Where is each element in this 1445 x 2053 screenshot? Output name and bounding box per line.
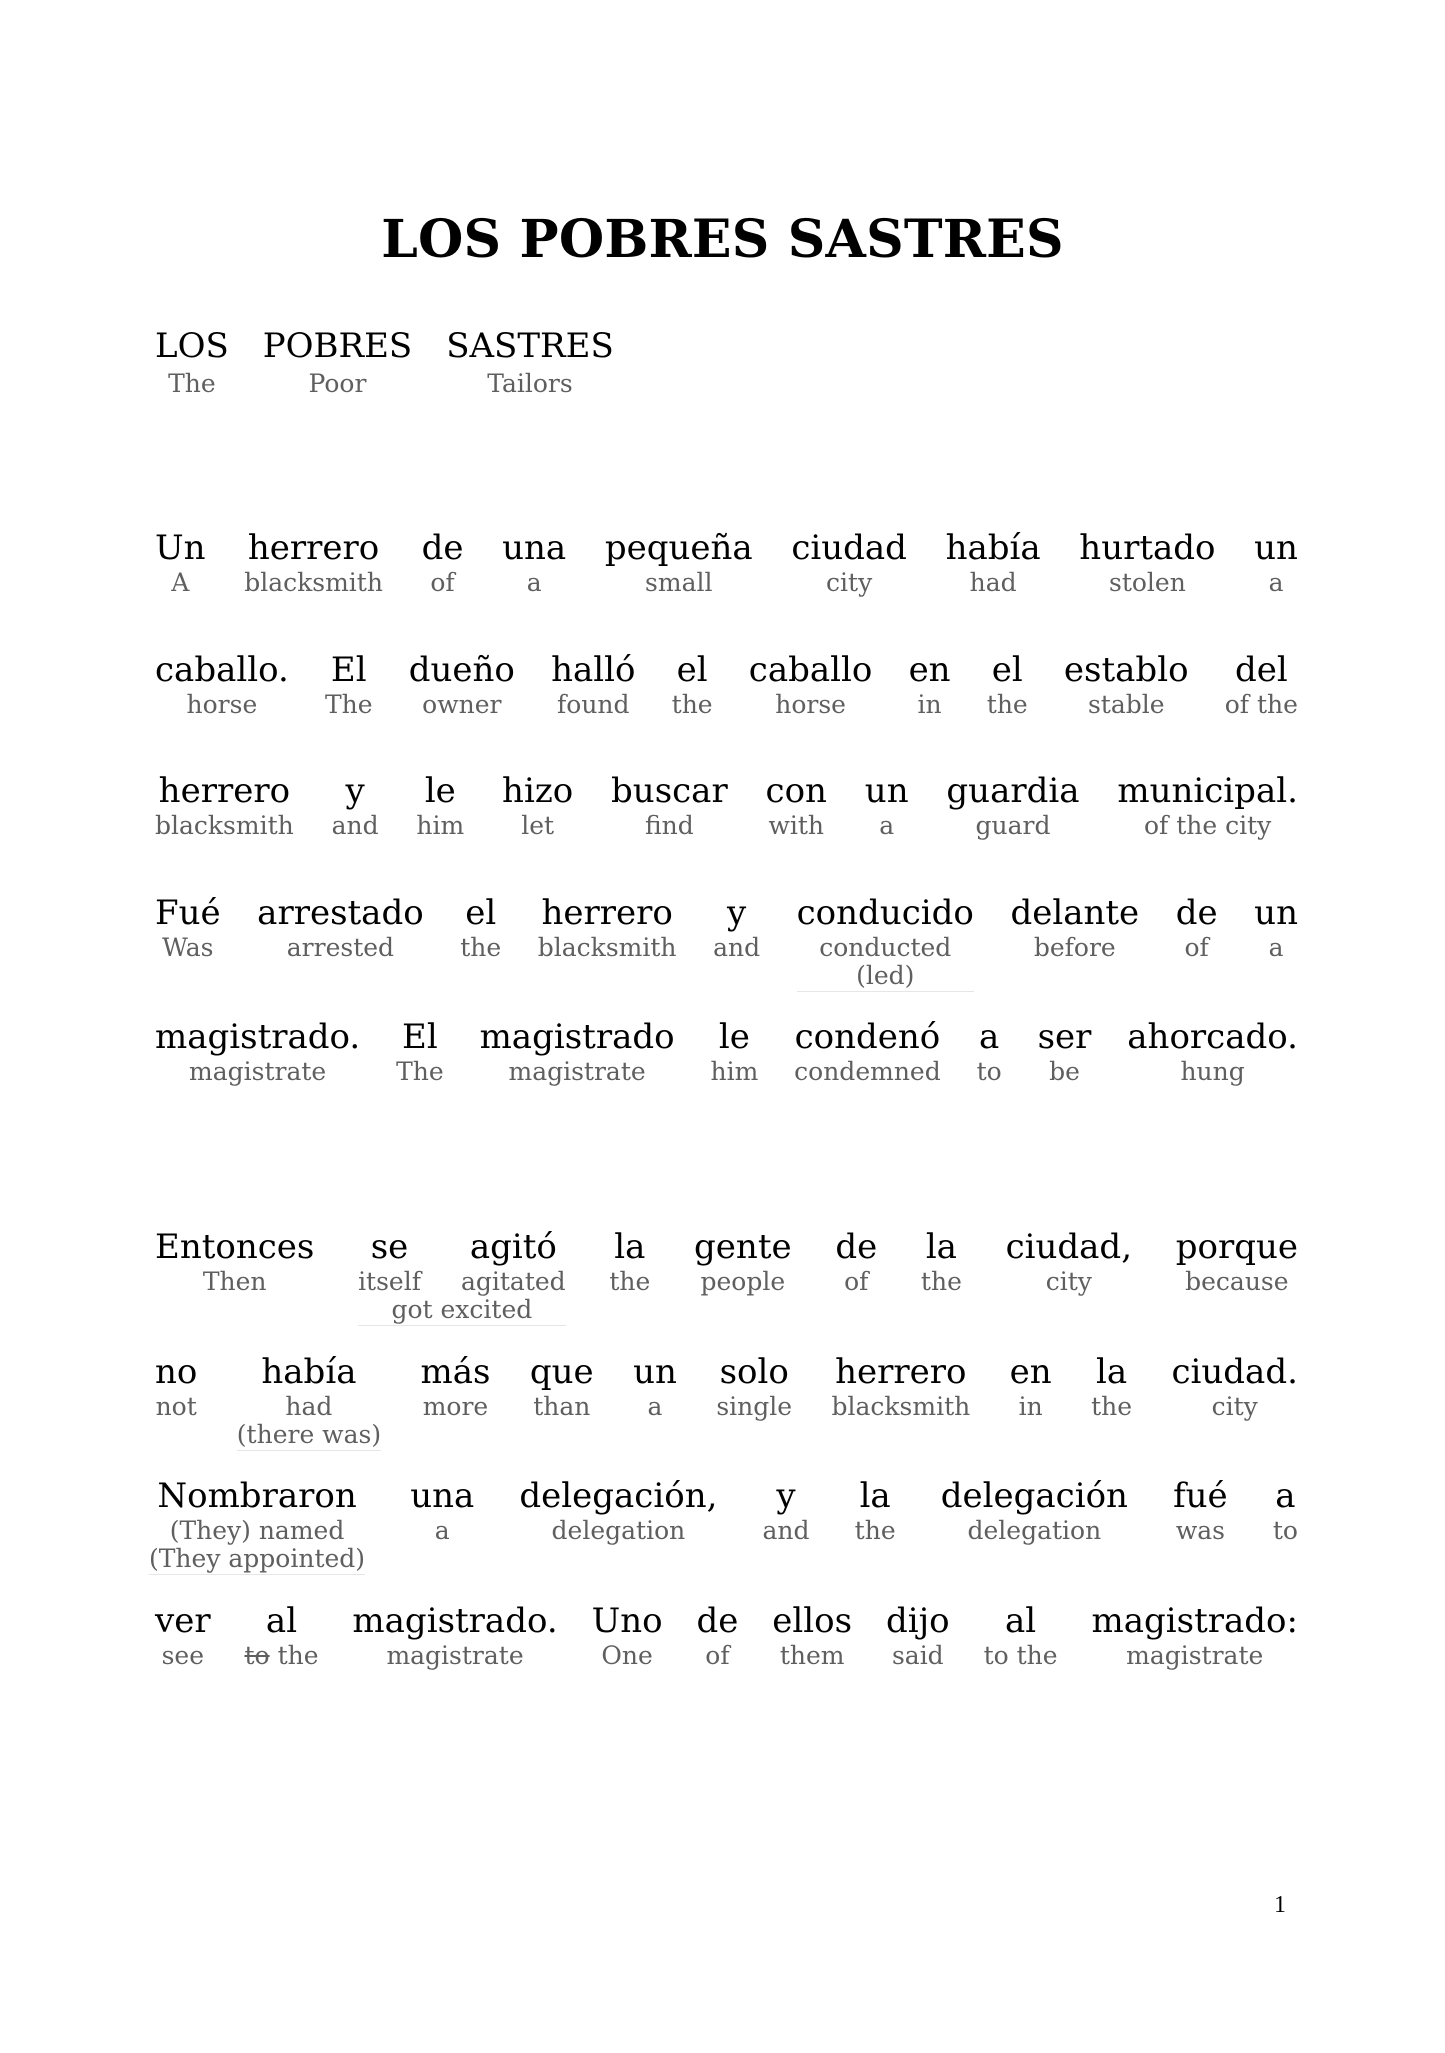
english-gloss: small	[645, 568, 713, 597]
word-unit	[1224, 650, 1298, 720]
word-unit	[1063, 650, 1189, 720]
english-gloss: and	[331, 811, 379, 840]
word-unit	[1272, 1476, 1298, 1546]
english-gloss: owner	[422, 690, 502, 719]
struck-gloss: to	[244, 1641, 270, 1670]
word-unit	[358, 1227, 421, 1297]
word-unit	[831, 1352, 971, 1422]
spanish-word: la	[859, 1476, 891, 1516]
english-gloss: the	[986, 690, 1028, 719]
english-gloss: itself	[358, 1267, 421, 1296]
spanish-word: y	[345, 771, 365, 811]
interlinear-line	[155, 1227, 1298, 1326]
english-gloss: had	[285, 1392, 333, 1421]
english-gloss: see	[161, 1641, 204, 1670]
english-gloss: A	[171, 568, 190, 597]
english-gloss: of	[705, 1641, 730, 1670]
english-gloss: to the	[983, 1641, 1058, 1670]
word-unit	[236, 1352, 382, 1451]
word-unit	[262, 326, 413, 399]
english-gloss: had	[969, 568, 1017, 597]
word-unit	[976, 1017, 1002, 1087]
word-unit	[710, 1017, 759, 1087]
english-gloss: (They) named	[169, 1516, 345, 1545]
alternate-gloss: (led)	[797, 961, 974, 992]
spanish-word: conducido	[796, 893, 974, 933]
spanish-word: una	[410, 1476, 475, 1516]
word-unit	[460, 893, 502, 963]
word-unit	[244, 1601, 319, 1671]
english-gloss: delegation	[967, 1516, 1102, 1545]
spanish-word: herrero	[247, 528, 380, 568]
english-gloss: city	[826, 568, 873, 597]
word-unit	[155, 650, 289, 720]
spanish-word: arrestado	[257, 893, 424, 933]
spanish-word: la	[1095, 1352, 1128, 1392]
english-gloss: find	[644, 811, 694, 840]
spanish-word: herrero	[835, 1352, 967, 1392]
spanish-word: delegación,	[519, 1476, 718, 1516]
english-gloss: be	[1049, 1057, 1080, 1086]
interlinear-line	[155, 650, 1298, 720]
english-gloss: of	[844, 1267, 869, 1296]
word-unit	[940, 1476, 1128, 1546]
english-gloss: because	[1185, 1267, 1289, 1296]
english-gloss: horse	[775, 690, 846, 719]
word-unit	[694, 1227, 792, 1297]
english-gloss: with	[768, 811, 825, 840]
spanish-word: hizo	[502, 771, 574, 811]
word-unit	[155, 326, 229, 399]
english-gloss: Tailors	[487, 369, 573, 398]
word-unit	[155, 771, 294, 841]
word-unit	[479, 1017, 675, 1087]
word-unit	[1005, 1227, 1132, 1297]
spanish-word: al	[1004, 1601, 1037, 1641]
spanish-word: hurtado	[1079, 528, 1216, 568]
spanish-word: en	[908, 650, 951, 690]
english-gloss: a	[434, 1516, 450, 1545]
spanish-word: Fué	[155, 893, 221, 933]
word-unit	[716, 1352, 793, 1422]
english-gloss: single	[716, 1392, 793, 1421]
interlinear-line	[155, 1017, 1298, 1087]
word-unit	[155, 528, 206, 598]
word-unit	[1117, 771, 1298, 841]
spanish-word: no	[155, 1352, 198, 1392]
english-gloss: the	[920, 1267, 962, 1296]
english-gloss: blacksmith	[831, 1392, 971, 1421]
word-unit	[408, 650, 515, 720]
spanish-word: a	[979, 1017, 1000, 1057]
spanish-word: ciudad,	[1005, 1227, 1132, 1267]
spanish-word: establo	[1063, 650, 1189, 690]
spanish-word: magistrado.	[352, 1601, 558, 1641]
spanish-word: delante	[1010, 893, 1140, 933]
word-unit	[609, 1227, 651, 1297]
word-unit	[421, 528, 464, 598]
interlinear-line	[149, 1476, 1298, 1575]
english-gloss: magistrate	[1126, 1641, 1264, 1670]
word-unit	[762, 1476, 810, 1546]
word-unit	[155, 1352, 198, 1422]
word-unit	[537, 893, 677, 963]
word-unit	[410, 1476, 475, 1546]
spanish-word: de	[1175, 893, 1218, 933]
english-gloss: stolen	[1108, 568, 1186, 597]
spanish-word: El	[330, 650, 367, 690]
english-gloss: a	[526, 568, 542, 597]
word-unit	[854, 1476, 896, 1546]
spanish-word: una	[502, 528, 567, 568]
spanish-word: caballo.	[155, 650, 289, 690]
spanish-word: de	[696, 1601, 739, 1641]
word-unit	[908, 650, 951, 720]
spanish-word: Entonces	[155, 1227, 315, 1267]
spanish-word: SASTRES	[446, 326, 614, 366]
spanish-word: un	[864, 771, 909, 811]
word-unit	[946, 771, 1080, 841]
spanish-word: y	[776, 1476, 796, 1516]
spanish-word: le	[718, 1017, 750, 1057]
english-gloss: guard	[975, 811, 1051, 840]
word-unit	[1009, 1352, 1052, 1422]
english-gloss: hung	[1180, 1057, 1245, 1086]
spanish-word: de	[421, 528, 464, 568]
word-unit	[155, 1017, 361, 1087]
english-gloss: city	[1211, 1392, 1258, 1421]
word-unit	[696, 1601, 739, 1671]
word-unit	[1091, 1601, 1298, 1671]
word-unit	[257, 893, 424, 963]
interlinear-line	[155, 1601, 1298, 1671]
english-gloss: the	[671, 690, 713, 719]
word-unit	[671, 650, 713, 720]
spanish-word: más	[420, 1352, 491, 1392]
english-gloss: conducted	[819, 933, 952, 962]
interlinear-line	[155, 893, 1298, 992]
word-unit	[155, 1601, 211, 1671]
spanish-word: dueño	[408, 650, 515, 690]
english-gloss: Was	[162, 933, 214, 962]
word-unit	[324, 650, 373, 720]
spanish-word: LOS	[155, 326, 229, 366]
spanish-word: porque	[1175, 1227, 1298, 1267]
word-unit	[1037, 1017, 1092, 1087]
spanish-word: solo	[719, 1352, 789, 1392]
word-unit	[713, 893, 761, 963]
word-unit	[1079, 528, 1216, 598]
interlinear-line	[155, 771, 1298, 841]
spanish-word: a	[1275, 1476, 1296, 1516]
word-unit	[502, 528, 567, 598]
spanish-word: de	[835, 1227, 878, 1267]
word-unit	[886, 1601, 950, 1671]
spanish-word: ciudad.	[1171, 1352, 1298, 1392]
word-unit	[460, 1227, 566, 1297]
spanish-word: El	[402, 1017, 438, 1057]
spanish-word: dijo	[886, 1601, 950, 1641]
interlinear-line	[155, 528, 1298, 598]
english-gloss: blacksmith	[244, 568, 383, 597]
word-unit	[502, 771, 574, 841]
spanish-word: POBRES	[262, 326, 413, 366]
english-gloss: than	[533, 1392, 591, 1421]
english-gloss: was	[1175, 1516, 1225, 1545]
word-group-se-agito	[358, 1227, 566, 1326]
english-gloss: in	[917, 690, 942, 719]
word-unit	[155, 1227, 315, 1297]
word-unit	[331, 771, 379, 841]
spanish-word: herrero	[158, 771, 291, 811]
word-unit	[772, 1601, 853, 1671]
spanish-word: le	[424, 771, 456, 811]
spanish-word: ahorcado.	[1127, 1017, 1298, 1057]
word-unit	[1254, 893, 1298, 963]
spanish-word: Uno	[591, 1601, 663, 1641]
word-unit	[529, 1352, 594, 1422]
spanish-word: delegación	[940, 1476, 1128, 1516]
english-gloss: blacksmith	[537, 933, 677, 962]
english-gloss: found	[557, 690, 630, 719]
english-gloss: a	[1268, 933, 1284, 962]
english-gloss: of	[430, 568, 455, 597]
word-unit	[155, 893, 221, 963]
group-gloss: got excited	[358, 1295, 566, 1326]
word-unit	[794, 1017, 941, 1087]
spanish-word: que	[529, 1352, 594, 1392]
word-unit	[796, 893, 974, 992]
spanish-word: la	[614, 1227, 646, 1267]
spanish-word: se	[370, 1227, 409, 1267]
english-gloss: people	[700, 1267, 786, 1296]
word-unit	[519, 1476, 718, 1546]
spanish-word: el	[676, 650, 708, 690]
english-gloss: delegation	[551, 1516, 686, 1545]
english-gloss: blacksmith	[155, 811, 294, 840]
english-gloss: magistrate	[189, 1057, 327, 1086]
english-gloss: in	[1018, 1392, 1043, 1421]
word-unit	[945, 528, 1041, 598]
interlinear-line	[155, 1352, 1298, 1451]
word-unit	[1175, 1227, 1298, 1297]
spanish-word: ellos	[772, 1601, 853, 1641]
english-gloss: arrested	[286, 933, 395, 962]
alternate-gloss: (They appointed)	[149, 1544, 366, 1573]
english-gloss: One	[601, 1641, 653, 1670]
word-unit	[986, 650, 1028, 720]
english-gloss: The	[396, 1057, 444, 1086]
spanish-word: agitó	[469, 1227, 557, 1267]
english-gloss: the	[460, 933, 502, 962]
english-gloss: of the	[1224, 690, 1298, 719]
word-unit	[1010, 893, 1140, 963]
word-unit	[396, 1017, 444, 1087]
word-unit	[1175, 893, 1218, 963]
english-gloss: a	[879, 811, 895, 840]
word-unit	[591, 1601, 663, 1671]
spanish-word: condenó	[794, 1017, 941, 1057]
english-gloss: condemned	[794, 1057, 941, 1086]
english-gloss: stable	[1087, 690, 1165, 719]
word-unit	[983, 1601, 1058, 1671]
spanish-word: municipal.	[1117, 771, 1298, 811]
spanish-word: herrero	[541, 893, 673, 933]
spanish-word: Nombraron	[157, 1476, 357, 1516]
spanish-word: ver	[155, 1601, 211, 1641]
gloss-text: the	[277, 1641, 319, 1670]
spanish-word: un	[1254, 528, 1298, 568]
english-gloss: agitated	[460, 1267, 566, 1296]
word-unit	[765, 771, 827, 841]
word-unit	[551, 650, 636, 720]
english-gloss: of the city	[1143, 811, 1272, 840]
spanish-word: buscar	[611, 771, 728, 811]
english-gloss: said	[891, 1641, 944, 1670]
english-gloss	[245, 1641, 319, 1671]
english-gloss: and	[713, 933, 761, 962]
spanish-word: halló	[551, 650, 636, 690]
english-gloss: The	[324, 690, 373, 719]
word-unit	[352, 1601, 558, 1671]
word-unit	[835, 1227, 878, 1297]
word-unit	[920, 1227, 962, 1297]
word-unit	[611, 771, 728, 841]
spanish-word: pequeña	[604, 528, 753, 568]
alternate-gloss: (there was)	[236, 1420, 382, 1449]
spanish-word: un	[633, 1352, 677, 1392]
spanish-word: gente	[694, 1227, 792, 1267]
word-unit	[1127, 1017, 1298, 1087]
spanish-word: caballo	[748, 650, 873, 690]
page-number: 1	[1274, 1892, 1286, 1918]
spanish-word: Un	[155, 528, 206, 568]
spanish-word: había	[945, 528, 1041, 568]
word-unit	[416, 771, 465, 841]
spanish-word: en	[1009, 1352, 1052, 1392]
word-unit	[791, 528, 907, 598]
english-gloss: Then	[202, 1267, 267, 1296]
english-gloss: more	[422, 1392, 489, 1421]
word-unit	[1173, 1476, 1228, 1546]
word-unit	[1091, 1352, 1133, 1422]
word-unit	[244, 528, 383, 598]
english-gloss: the	[609, 1267, 651, 1296]
spanish-word: del	[1234, 650, 1288, 690]
word-unit	[446, 326, 614, 399]
english-gloss: and	[762, 1516, 810, 1545]
heading-interlinear-line	[155, 326, 614, 399]
spanish-word: con	[765, 771, 827, 811]
spanish-word: al	[265, 1601, 298, 1641]
english-gloss: them	[779, 1641, 845, 1670]
english-gloss: before	[1033, 933, 1116, 962]
spanish-word: fué	[1173, 1476, 1228, 1516]
spanish-word: había	[261, 1352, 357, 1392]
spanish-word: magistrado:	[1091, 1601, 1298, 1641]
word-unit	[1254, 528, 1298, 598]
english-gloss: city	[1045, 1267, 1092, 1296]
english-gloss: magistrate	[386, 1641, 524, 1670]
spanish-word: el	[465, 893, 497, 933]
spanish-word: y	[726, 893, 747, 933]
spanish-word: ciudad	[791, 528, 907, 568]
english-gloss: horse	[186, 690, 258, 719]
document-title: LOS POBRES SASTRES	[381, 209, 1064, 270]
english-gloss: magistrate	[508, 1057, 646, 1086]
english-gloss: him	[710, 1057, 759, 1086]
english-gloss: of	[1184, 933, 1209, 962]
word-unit	[864, 771, 909, 841]
spanish-word: el	[991, 650, 1023, 690]
word-unit	[420, 1352, 491, 1422]
spanish-word: la	[925, 1227, 957, 1267]
english-gloss: the	[854, 1516, 896, 1545]
english-gloss: a	[647, 1392, 663, 1421]
word-unit	[748, 650, 873, 720]
word-unit	[633, 1352, 677, 1422]
english-gloss: Poor	[308, 369, 367, 398]
english-gloss: a	[1268, 568, 1284, 597]
word-unit	[604, 528, 753, 598]
spanish-word: guardia	[946, 771, 1080, 811]
english-gloss: let	[521, 811, 555, 840]
spanish-word: magistrado	[479, 1017, 675, 1057]
spanish-word: ser	[1037, 1017, 1092, 1057]
word-unit	[1171, 1352, 1298, 1422]
spanish-word: magistrado.	[155, 1017, 361, 1057]
english-gloss: The	[168, 369, 216, 398]
english-gloss: to	[1272, 1516, 1298, 1545]
english-gloss: to	[976, 1057, 1002, 1086]
english-gloss: not	[155, 1392, 197, 1421]
english-gloss: him	[416, 811, 465, 840]
word-unit	[149, 1476, 366, 1575]
spanish-word: un	[1254, 893, 1298, 933]
english-gloss: the	[1091, 1392, 1133, 1421]
